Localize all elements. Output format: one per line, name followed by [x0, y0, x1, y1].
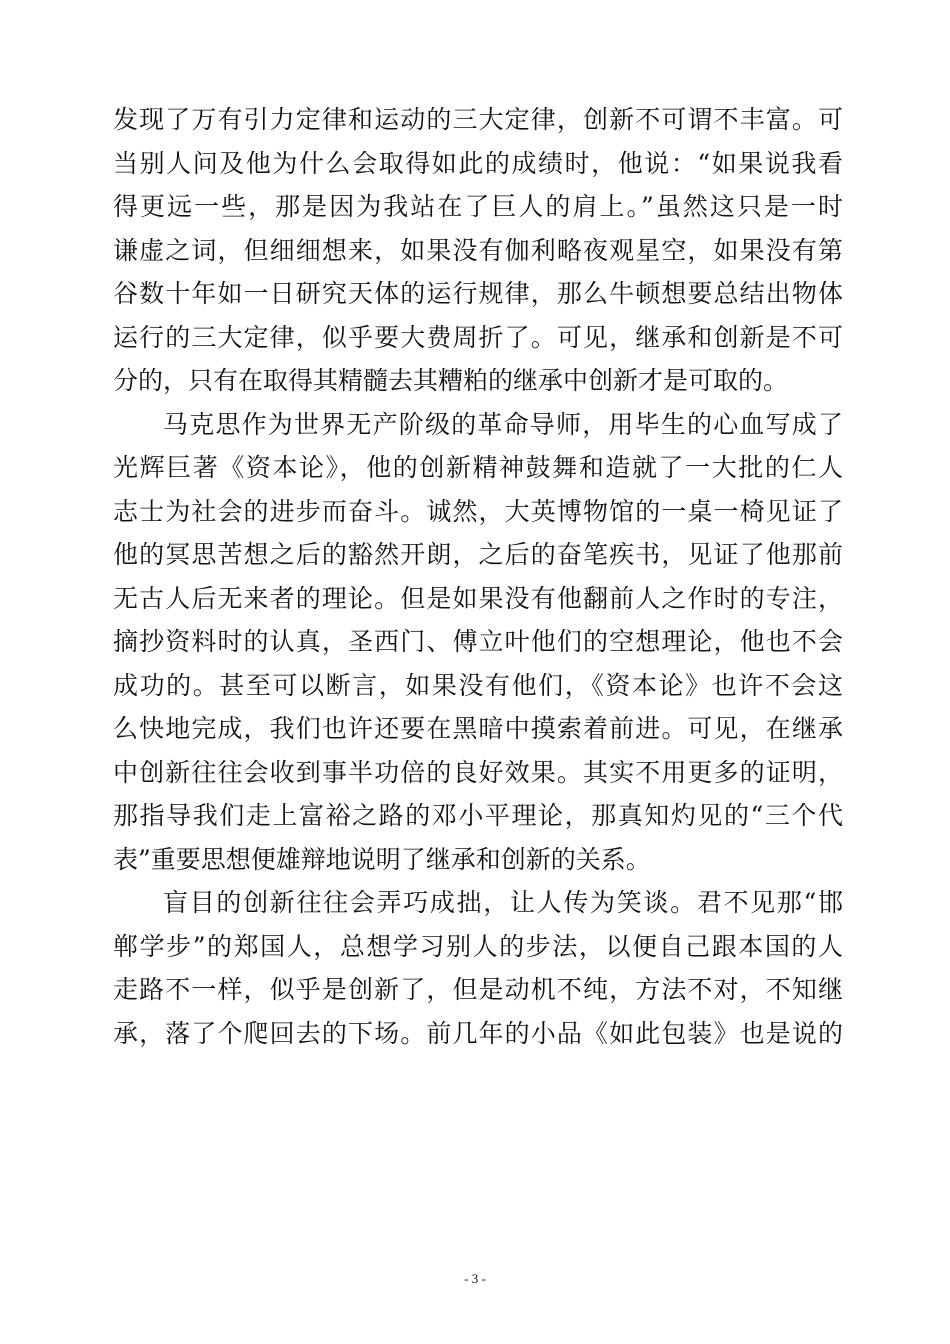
page-number: - 3 -: [464, 1271, 486, 1286]
text-line: 谦虚之词，但细细想来，如果没有伽利略夜观星空，如果没有第: [113, 235, 843, 265]
text-line: 表”重要思想便雄辩地说明了继承和创新的关系。: [113, 844, 651, 874]
text-line: 成功的。甚至可以断言，如果没有他们，《资本论》也许不会这: [113, 670, 843, 700]
text-line: 无古人后无来者的理论。但是如果没有他翻前人之作时的专注，: [113, 583, 843, 613]
paragraph: [113, 98, 843, 403]
body-text: [113, 98, 843, 1055]
text-line: 他的冥思苦想之后的豁然开朗，之后的奋笔疾书，见证了他那前: [113, 540, 843, 569]
text-line: 运行的三大定律，似乎要大费周折了。可见，继承和创新是不可: [113, 322, 843, 352]
text-line: 走路不一样，似乎是创新了，但是动机不纯，方法不对，不知继: [113, 975, 843, 1004]
text-line: 摘抄资料时的认真，圣西门、傅立叶他们的空想理论，他也不会: [113, 627, 843, 656]
text-line: 志士为社会的进步而奋斗。诚然，大英博物馆的一桌一椅见证了: [113, 496, 843, 526]
text-line: 当别人问及他为什么会取得如此的成绩时，他说：“如果说我看: [113, 148, 843, 178]
text-line: 中创新往往会收到事半功倍的良好效果。其实不用更多的证明，: [113, 757, 843, 787]
text-line: 得更远一些，那是因为我站在了巨人的肩上。”虽然这只是一时: [113, 192, 843, 221]
text-line: 谷数十年如一日研究天体的运行规律，那么牛顿想要总结出物体: [113, 279, 843, 308]
text-line: 光辉巨著《资本论》，他的创新精神鼓舞和造就了一大批的仁人: [113, 453, 843, 482]
text-line: 郸学步”的郑国人，总想学习别人的步法，以便自己跟本国的人: [113, 931, 843, 961]
text-line: 盲目的创新往往会弄巧成拙，让人传为笑谈。君不见那“邯: [163, 888, 843, 917]
text-line: 承，落了个爬回去的下场。前几年的小品《如此包装》也是说的: [113, 1018, 843, 1048]
text-line: 发现了万有引力定律和运动的三大定律，创新不可谓不丰富。可: [113, 105, 843, 134]
text-line: 分的，只有在取得其精髓去其糟粕的继承中创新才是可取的。: [113, 366, 789, 395]
paragraph: [113, 881, 843, 1055]
text-line: 那指导我们走上富裕之路的邓小平理论，那真知灼见的“三个代: [113, 801, 843, 830]
text-line: 马克思作为世界无产阶级的革命导师，用毕生的心血写成了: [163, 409, 843, 439]
text-line: 么快地完成，我们也许还要在黑暗中摸索着前进。可见，在继承: [113, 714, 843, 743]
paragraph: [113, 403, 843, 882]
